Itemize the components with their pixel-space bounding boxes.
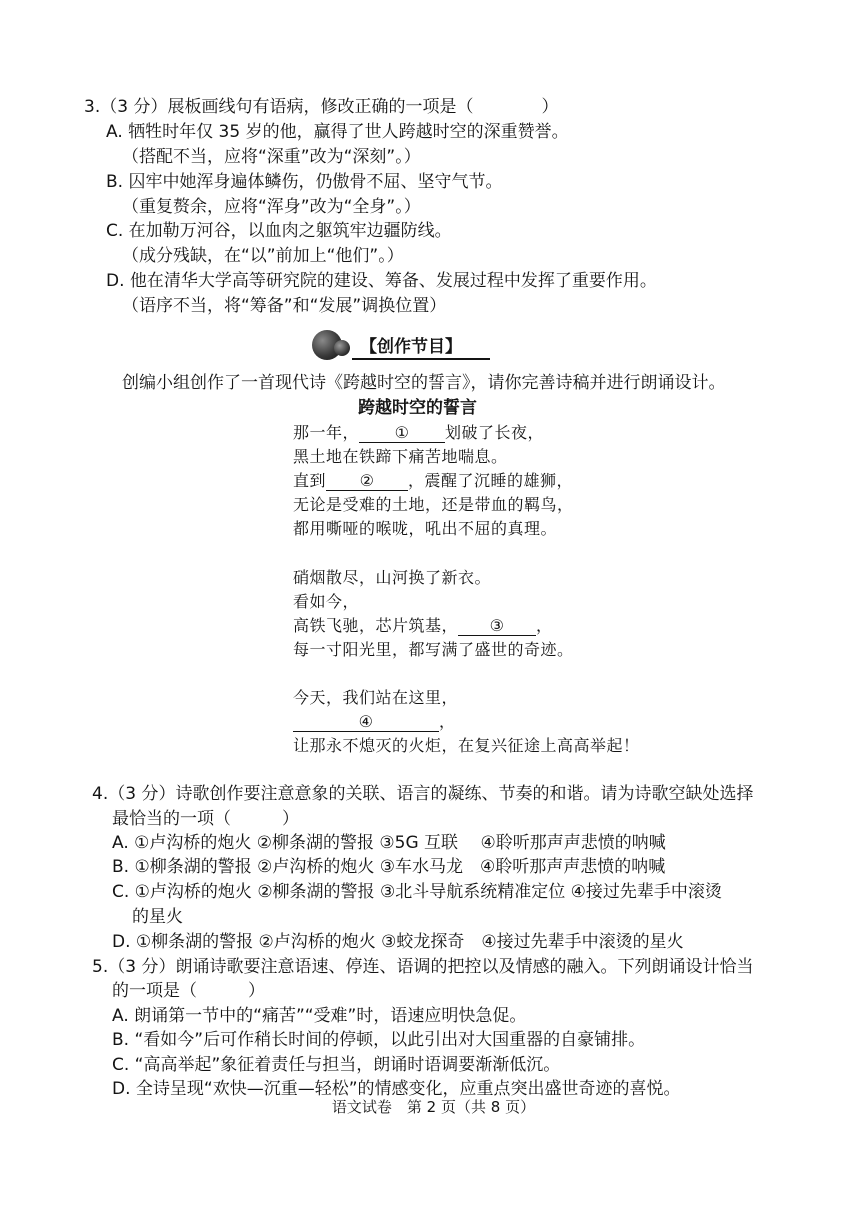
q3-option-c: C. 在加勒万河谷，以血肉之躯筑牢边疆防线。 [106,221,452,241]
poem-line-5: 都用嘶哑的喉咙，吼出不屈的真理。 [293,519,558,538]
q3-stem: 3.（3 分）展板画线句有语病，修改正确的一项是（ ） [84,97,559,117]
q3-option-c-note: （成分残缺，在“以”前加上“他们”。） [122,246,404,266]
blank-3: ③ [458,617,536,636]
poem-line-10: 今天，我们站在这里， [293,688,459,707]
q4-option-d: D. ①柳条湖的警报 ②卢沟桥的炮火 ③蛟龙探奇 ④接过先辈手中滚烫的星火 [112,932,684,952]
section-title: 【创作节目】 [360,337,462,357]
q5-stem-line-2: 的一项是（ ） [112,981,265,1001]
q4-option-c-cont: 的星火 [132,907,183,927]
q5-option-c: C. “高高举起”象征着责任与担当，朗诵时语调要渐渐低沉。 [112,1055,561,1075]
poem-line-11-post: ， [439,712,456,731]
poem-line-8-post: ， [536,616,553,635]
poem-line-8-pre: 高铁飞驰，芯片筑基， [293,616,459,635]
q4-option-a: A. ①卢沟桥的炮火 ②柳条湖的警报 ③5G 互联 ④聆听那声声悲愤的呐喊 [112,833,666,853]
poem-line-8 [293,615,553,637]
poem-line-3-pre: 直到 [293,471,327,490]
poem-line-11 [293,711,456,733]
blank-1: ① [359,424,445,443]
poem-line-1 [293,422,544,444]
blank-2: ② [326,472,408,491]
poem-line-1-post: 划破了长夜， [445,423,545,442]
small-sphere-icon [334,340,350,356]
poem-line-1-pre: 那一年， [293,423,360,442]
q3-option-d: D. 他在清华大学高等研究院的建设、筹备、发展过程中发挥了重要作用。 [106,271,657,291]
q4-stem-line-1: 4.（3 分）诗歌创作要注意意象的关联、语言的凝练、节奏的和谐。请为诗歌空缺处选择 [92,784,754,804]
poem-line-12: 让那永不熄灭的火炬，在复兴征途上高高举起！ [293,736,640,755]
poem-line-6: 硝烟散尽，山河换了新衣。 [293,568,492,587]
poem-line-4: 无论是受难的土地，还是带血的羁鸟， [293,495,574,514]
q3-option-b: B. 囚牢中她浑身遍体鳞伤，仍傲骨不屈、坚守气节。 [106,172,503,192]
q3-option-d-note: （语序不当，将“筹备”和“发展”调换位置） [122,296,447,316]
q5-option-a: A. 朗诵第一节中的“痛苦”“受难”时，语速应明快急促。 [112,1006,527,1026]
blank-4: ④ [293,713,439,732]
poem-title: 跨越时空的誓言 [358,398,477,418]
poem-line-2: 黑土地在铁蹄下痛苦地喘息。 [293,447,508,466]
q4-stem-line-2: 最恰当的一项（ ） [112,809,299,829]
q5-option-b: B. “看如今”后可作稍长时间的停顿，以此引出对大国重器的自豪铺排。 [112,1030,646,1050]
q3-option-a: A. 牺牲时年仅 35 岁的他，赢得了世人跨越时空的深重赞誉。 [106,122,569,142]
section-underline [352,358,490,360]
q4-option-c: C. ①卢沟桥的炮火 ②柳条湖的警报 ③北斗导航系统精准定位 ④接过先辈手中滚烫 [112,882,722,902]
q3-option-a-note: （搭配不当，应将“深重”改为“深刻”。） [122,147,421,167]
q3-option-b-note: （重复赘余，应将“浑身”改为“全身”。） [122,197,421,217]
q4-option-b: B. ①柳条湖的警报 ②卢沟桥的炮火 ③车水马龙 ④聆听那声声悲愤的呐喊 [112,857,666,877]
poem-line-7: 看如今， [293,592,360,611]
poem-line-9: 每一寸阳光里，都写满了盛世的奇迹。 [293,640,574,659]
poem-line-3-post: ，震醒了沉睡的雄狮， [408,471,574,490]
q5-option-d: D. 全诗呈现“欢快—沉重—轻松”的情感变化，应重点突出盛世奇迹的喜悦。 [112,1079,681,1099]
section-heading [312,326,492,362]
page-footer: 语文试卷 第 2 页（共 8 页） [331,1098,536,1116]
poem-line-3 [293,470,573,492]
q5-stem-line-1: 5.（3 分）朗诵诗歌要注意语速、停连、语调的把控以及情感的融入。下列朗诵设计恰当 [92,957,754,977]
poem-intro: 创编小组创作了一首现代诗《跨越时空的誓言》，请你完善诗稿并进行朗诵设计。 [122,373,726,393]
